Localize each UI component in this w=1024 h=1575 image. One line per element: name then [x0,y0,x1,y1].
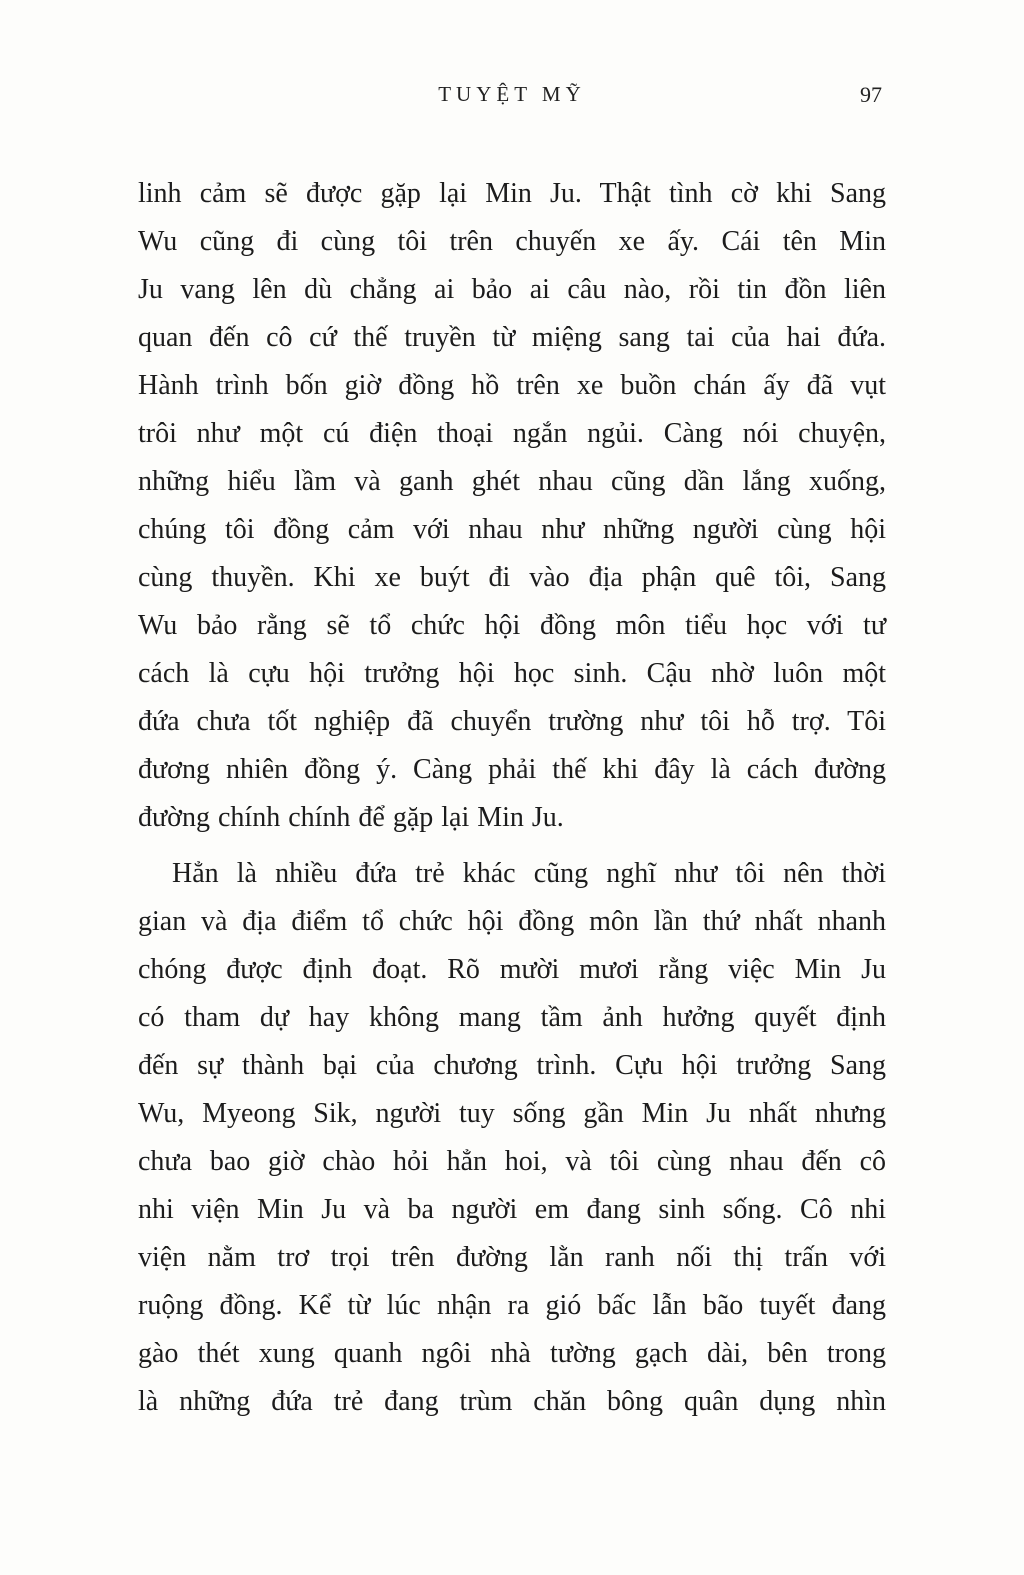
text-line: đường chính chính để gặp lại Min Ju. [138,802,564,833]
text-line: chưa bao giờ chào hỏi hẳn hoi, và tôi cùng nhau đến cô [138,1146,886,1177]
text-line: gào thét xung quanh ngôi nhà tường gạch dài, bên trong [138,1338,886,1369]
text-line: Wu, Myeong Sik, người tuy sống gần Min Ju nhất nhưng [138,1098,886,1129]
text-line: viện nằm trơ trọi trên đường lằn ranh nối thị trấn với [138,1242,886,1273]
text-line: gian và địa điểm tổ chức hội đồng môn lần thứ nhất nhanh [138,906,886,937]
running-title: TUYỆT MỸ [438,82,586,106]
text-line: là những đứa trẻ đang trùm chăn bông quân dụng nhìn [138,1386,886,1417]
text-line: Hẳn là nhiều đứa trẻ khác cũng nghĩ như tôi nên thời [172,858,886,889]
text-line: Hành trình bốn giờ đồng hồ trên xe buồn chán ấy đã vụt [138,370,886,401]
text-line: đương nhiên đồng ý. Càng phải thế khi đây là cách đường [138,754,886,785]
page-header [138,82,886,114]
text-line: Wu cũng đi cùng tôi trên chuyến xe ấy. Cái tên Min [138,226,886,257]
page-body [138,170,886,1426]
text-line: quan đến cô cứ thế truyền từ miệng sang tai của hai đứa. [138,322,886,353]
text-line: nhi viện Min Ju và ba người em đang sinh sống. Cô nhi [138,1194,886,1225]
text-line: linh cảm sẽ được gặp lại Min Ju. Thật tình cờ khi Sang [138,178,886,209]
text-line: có tham dự hay không mang tầm ảnh hưởng quyết định [138,1002,886,1033]
text-line: trôi như một cú điện thoại ngắn ngủi. Càng nói chuyện, [138,418,886,449]
page-number: 97 [860,82,882,107]
text-line: Wu bảo rằng sẽ tổ chức hội đồng môn tiểu học với tư [138,610,886,641]
text-line: cách là cựu hội trưởng hội học sinh. Cậu nhờ luôn một [138,658,886,689]
text-line: đứa chưa tốt nghiệp đã chuyển trường như tôi hỗ trợ. Tôi [138,706,886,737]
text-line: những hiểu lầm và ganh ghét nhau cũng dần lắng xuống, [138,466,886,497]
text-line: chúng tôi đồng cảm với nhau như những người cùng hội [138,514,886,545]
text-line: đến sự thành bại của chương trình. Cựu hội trưởng Sang [138,1050,886,1081]
text-line: ruộng đồng. Kể từ lúc nhận ra gió bấc lẫn bão tuyết đang [138,1290,886,1321]
paragraph-2 [138,850,886,1426]
text-line: Ju vang lên dù chẳng ai bảo ai câu nào, rồi tin đồn liên [138,274,886,305]
text-line: cùng thuyền. Khi xe buýt đi vào địa phận quê tôi, Sang [138,562,886,593]
paragraph-1 [138,170,886,842]
text-line: chóng được định đoạt. Rõ mười mươi rằng việc Min Ju [138,954,886,985]
